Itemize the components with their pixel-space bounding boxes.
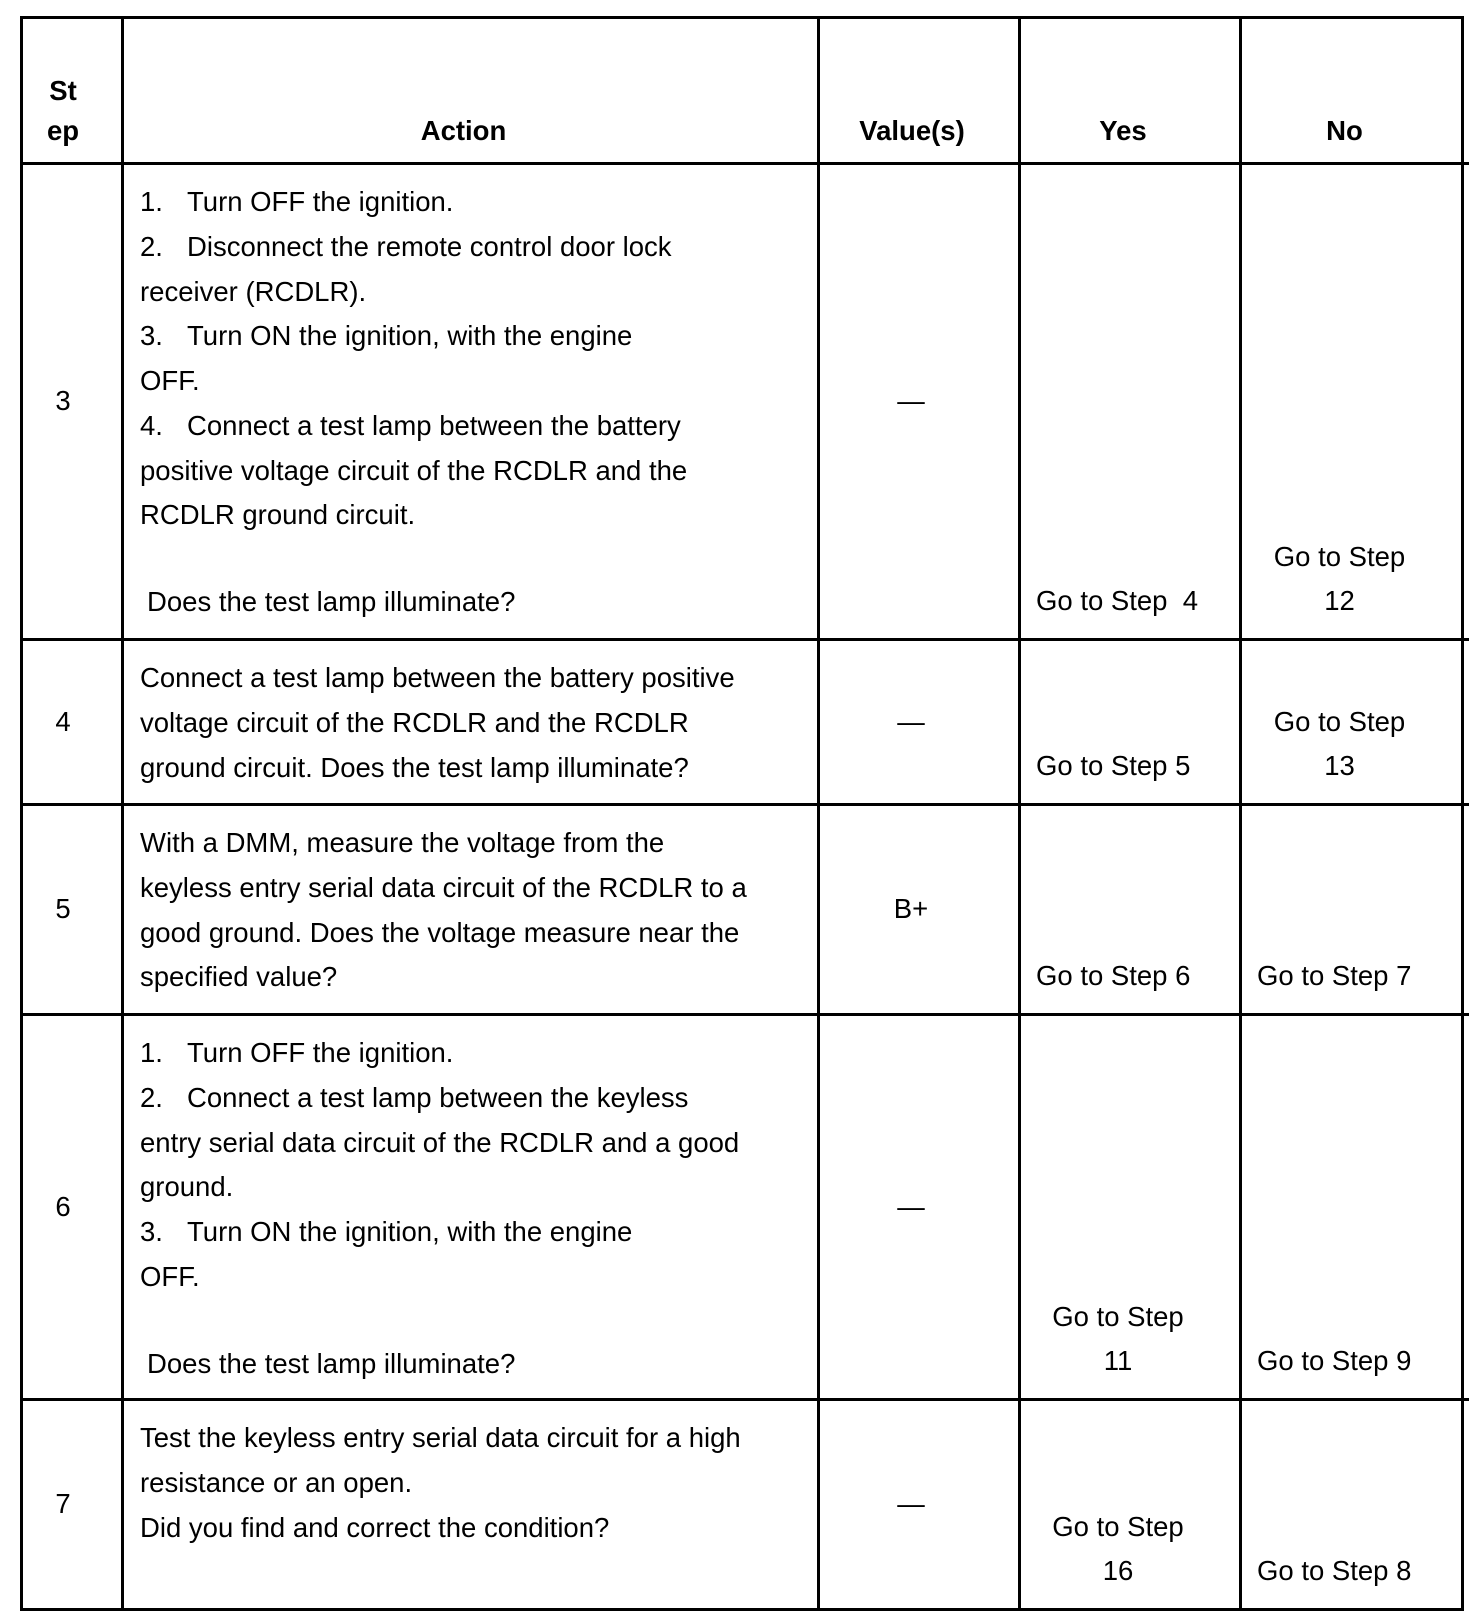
action-line: OFF.	[140, 365, 200, 396]
action-line: Connect a test lamp between the battery positive	[140, 662, 735, 693]
action-line: With a DMM, measure the voltage from the	[140, 827, 665, 858]
yes-text: Go to Step 6	[1036, 960, 1191, 992]
header-yes	[1021, 19, 1242, 165]
no-text: Go to Step 8	[1257, 1555, 1412, 1587]
action-line: RCDLR ground circuit.	[140, 499, 416, 531]
action-line: positive voltage circuit of the RCDLR and the	[140, 454, 688, 486]
yes-cell	[1021, 641, 1242, 806]
diagnostic-procedure-table	[20, 16, 1464, 1611]
action-question: Does the test lamp illuminate?	[147, 586, 516, 617]
yes-text: Go to Step	[1052, 1300, 1184, 1332]
no-text: Go to Step 7	[1257, 960, 1412, 992]
item-number: 2.	[140, 1081, 163, 1113]
header-step-line: ep	[46, 114, 80, 146]
action-line: keyless entry serial data circuit of the RCDLR to a	[140, 871, 747, 903]
action-line	[140, 1076, 817, 1121]
action-line	[140, 1210, 817, 1255]
no-cell	[1242, 806, 1464, 1016]
no-text: 12	[1324, 585, 1355, 617]
action-line: resistance or an open.	[140, 1466, 413, 1498]
action-line	[140, 180, 817, 225]
step-number: 7	[55, 1488, 71, 1520]
value-cell	[820, 165, 1021, 641]
no-cell	[1242, 1401, 1464, 1611]
header-action-label: Action	[420, 114, 507, 146]
blank-line	[140, 538, 817, 580]
action-text: Turn OFF the ignition.	[187, 1037, 454, 1068]
action-line	[140, 225, 817, 270]
no-text: 13	[1324, 750, 1355, 782]
item-number: 3.	[140, 320, 163, 352]
action-text: Turn ON the ignition, with the engine	[187, 320, 633, 352]
table-border-stub	[1464, 162, 1469, 165]
yes-text: 16	[1102, 1555, 1134, 1587]
action-question: Does the test lamp illuminate?	[147, 1347, 516, 1379]
action-text: Turn ON the ignition, with the engine	[187, 1216, 633, 1247]
yes-text: Go to Step 4	[1036, 585, 1199, 617]
step-cell	[23, 641, 124, 806]
value-cell	[820, 641, 1021, 806]
action-line	[140, 314, 817, 359]
action-text: Connect a test lamp between the keyless	[187, 1081, 689, 1113]
action-text: Disconnect the remote control door lock	[187, 230, 672, 262]
header-values	[820, 19, 1021, 165]
value-cell	[820, 806, 1021, 1016]
action-line	[140, 1031, 817, 1076]
no-text: Go to Step	[1273, 540, 1406, 572]
action-cell	[124, 806, 820, 1016]
action-text: Turn OFF the ignition.	[187, 186, 454, 217]
table-border-stub	[1464, 1013, 1469, 1016]
no-cell	[1242, 641, 1464, 806]
action-line: voltage circuit of the RCDLR and the RCDLR	[140, 706, 689, 738]
item-number: 3.	[140, 1216, 163, 1247]
action-line: Test the keyless entry serial data circuit for a high	[140, 1422, 741, 1453]
header-values-label: Value(s)	[859, 114, 965, 146]
yes-text: Go to Step	[1052, 1510, 1184, 1542]
yes-cell	[1021, 806, 1242, 1016]
table-border-stub	[1464, 638, 1469, 641]
step-cell	[23, 1401, 124, 1611]
action-cell	[124, 1401, 820, 1611]
no-text: Go to Step 9	[1257, 1345, 1412, 1377]
action-line: entry serial data circuit of the RCDLR and a good	[140, 1126, 740, 1158]
value-text: —	[897, 1190, 925, 1222]
table-border-stub	[1464, 803, 1469, 806]
step-number: 5	[55, 893, 71, 925]
action-cell	[124, 165, 820, 641]
header-no-label: No	[1326, 114, 1363, 146]
no-cell	[1242, 165, 1464, 641]
value-text: B+	[893, 893, 929, 925]
no-text: Go to Step	[1273, 705, 1406, 737]
step-cell	[23, 1016, 124, 1401]
no-cell	[1242, 1016, 1464, 1401]
step-cell	[23, 806, 124, 1016]
step-number: 3	[55, 385, 71, 417]
action-cell	[124, 641, 820, 806]
header-action	[124, 19, 820, 165]
step-cell	[23, 165, 124, 641]
value-cell	[820, 1016, 1021, 1401]
header-yes-label: Yes	[1099, 114, 1147, 146]
action-line: ground.	[140, 1171, 234, 1203]
table-border-stub	[1464, 1398, 1469, 1401]
yes-text: 11	[1103, 1345, 1133, 1377]
step-number: 4	[55, 705, 71, 737]
value-text: —	[897, 1488, 925, 1520]
header-no	[1242, 19, 1464, 165]
action-line	[140, 404, 817, 449]
yes-text: Go to Step 5	[1036, 750, 1191, 782]
yes-cell	[1021, 165, 1242, 641]
value-text: —	[897, 385, 925, 417]
value-cell	[820, 1401, 1021, 1611]
action-line: OFF.	[140, 1260, 200, 1292]
value-text: —	[897, 705, 925, 737]
blank-line	[140, 1300, 817, 1342]
action-line: good ground. Does the voltage measure near the	[140, 916, 740, 948]
yes-cell	[1021, 1401, 1242, 1611]
action-line: specified value?	[140, 961, 338, 993]
header-step	[23, 19, 124, 165]
item-number: 1.	[140, 186, 163, 217]
item-number: 1.	[140, 1037, 163, 1068]
action-line: Did you find and correct the condition?	[140, 1511, 610, 1543]
step-number: 6	[55, 1190, 71, 1222]
yes-cell	[1021, 1016, 1242, 1401]
action-line: ground circuit. Does the test lamp illuminate?	[140, 751, 689, 783]
item-number: 4.	[140, 409, 163, 441]
item-number: 2.	[140, 230, 163, 262]
action-cell	[124, 1016, 820, 1401]
action-line: receiver (RCDLR).	[140, 275, 367, 307]
header-step-line: St	[49, 75, 77, 106]
action-text: Connect a test lamp between the battery	[187, 409, 681, 441]
